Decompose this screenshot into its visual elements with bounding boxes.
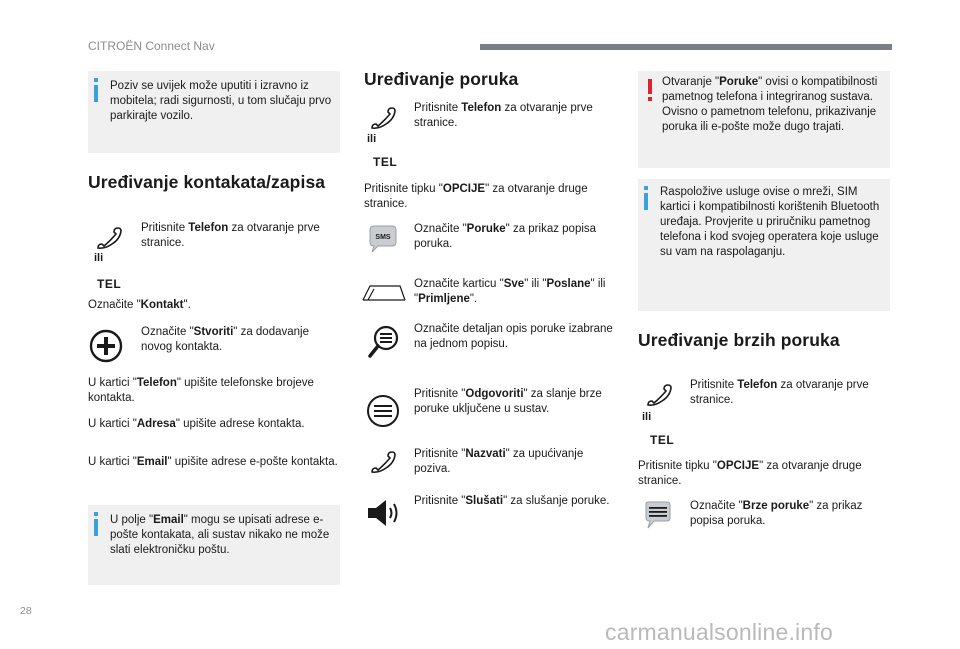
header-title: CITROËN Connect Nav xyxy=(88,39,215,53)
info-note-services-text: Raspoložive usluge ovise o mreži, SIM kartici i kompatibilnosti korištenih Bluetooth uređaja. Provjerite u priručniku pametnog telefona i kod svojeg operatera koje usluge su vam na raspolaganju. xyxy=(660,186,880,258)
watermark: carmanualsonline.info xyxy=(605,619,833,645)
select-contact-text: Označite "Kontakt". xyxy=(88,299,191,311)
tel-button-label: TEL xyxy=(650,433,675,447)
messages-step-call: Pritisnite "Nazvati" za upućivanje poziva. xyxy=(414,448,584,475)
info-note-box-email xyxy=(88,505,340,585)
quick-step-telefon: Pritisnite Telefon za otvaranje prve stranice. xyxy=(690,379,869,406)
reply-list-icon xyxy=(366,394,400,428)
info-note-text: Poziv se uvijek može uputiti i izravno iz mobitela; radi sigurnosti, u tom slučaju prvo parkirajte vozilo. xyxy=(110,80,332,122)
header-bar xyxy=(480,44,892,50)
messages-step-listen: Pritisnite "Slušati" za slušanje poruke. xyxy=(414,495,610,507)
messages-step-tab: Označite karticu "Sve" ili "Poslane" ili "Primljene". xyxy=(414,278,606,305)
options-text: Pritisnite tipku "OPCIJE" za otvaranje druge stranice. xyxy=(364,183,588,210)
sms-icon-label: SMS xyxy=(375,234,391,241)
messages-step-reply: Pritisnite "Odgovoriti" za slanje brze poruke uključene u sustav. xyxy=(414,388,602,415)
info-note-box xyxy=(88,71,340,153)
section-heading-quick-messages: Uređivanje brzih poruka xyxy=(638,330,840,350)
tel-button-label: TEL xyxy=(97,277,122,291)
contacts-step-create: Označite "Stvoriti" za dodavanje novog kontakta. xyxy=(141,326,309,353)
phone-icon xyxy=(368,102,398,132)
or-label: ili xyxy=(642,411,652,423)
phone-icon xyxy=(644,379,674,409)
quick-step-select: Označite "Brze poruke" za prikaz popisa poruka. xyxy=(690,500,863,527)
phone-icon xyxy=(94,222,124,252)
speaker-icon xyxy=(366,497,402,529)
contacts-step-telefon: Pritisnite Telefon za otvaranje prve stranice. xyxy=(141,222,320,249)
page-number: 28 xyxy=(20,605,32,617)
messages-step-detail: Označite detaljan opis poruke izabrane na jednom popisu. xyxy=(414,323,613,350)
sms-icon xyxy=(366,224,402,256)
messages-step-telefon: Pritisnite Telefon za otvaranje prve stranice. xyxy=(414,102,593,129)
warning-note-box xyxy=(638,71,890,168)
call-icon xyxy=(368,446,398,476)
info-note-box-services xyxy=(638,179,890,311)
or-label: ili xyxy=(367,133,377,145)
para-address-tab: U kartici "Adresa" upišite adrese kontakta. xyxy=(88,418,305,430)
section-heading-contacts: Uređivanje kontakata/zapisa xyxy=(88,172,326,192)
para-email-tab: U kartici "Email" upišite adrese e-pošte kontakta. xyxy=(88,456,338,468)
tab-icon xyxy=(362,282,406,302)
info-note-email-text: U polje "Email" mogu se upisati adrese e-pošte kontakata, ali sustav nikako ne može slati elektroničku poštu. xyxy=(110,514,330,556)
detail-search-icon xyxy=(366,324,402,360)
quick-options-text: Pritisnite tipku "OPCIJE" za otvaranje druge stranice. xyxy=(638,460,862,487)
or-label: ili xyxy=(94,252,104,264)
section-heading-messages: Uređivanje poruka xyxy=(364,69,519,89)
warning-note-text: Otvaranje "Poruke" ovisi o kompatibilnosti pametnog telefona i integriranog sustava. Ovisno o pametnom telefonu, prikazivanje poruka ili e-pošte može dugo trajati. xyxy=(662,76,878,133)
para-phone-tab: U kartici "Telefon" upišite telefonske brojeve kontakta. xyxy=(88,377,314,404)
messages-step-select: Označite "Poruke" za prikaz popisa poruka. xyxy=(414,223,597,250)
tel-button-label: TEL xyxy=(373,155,398,169)
quick-messages-icon xyxy=(640,500,676,534)
add-contact-icon xyxy=(89,329,123,363)
